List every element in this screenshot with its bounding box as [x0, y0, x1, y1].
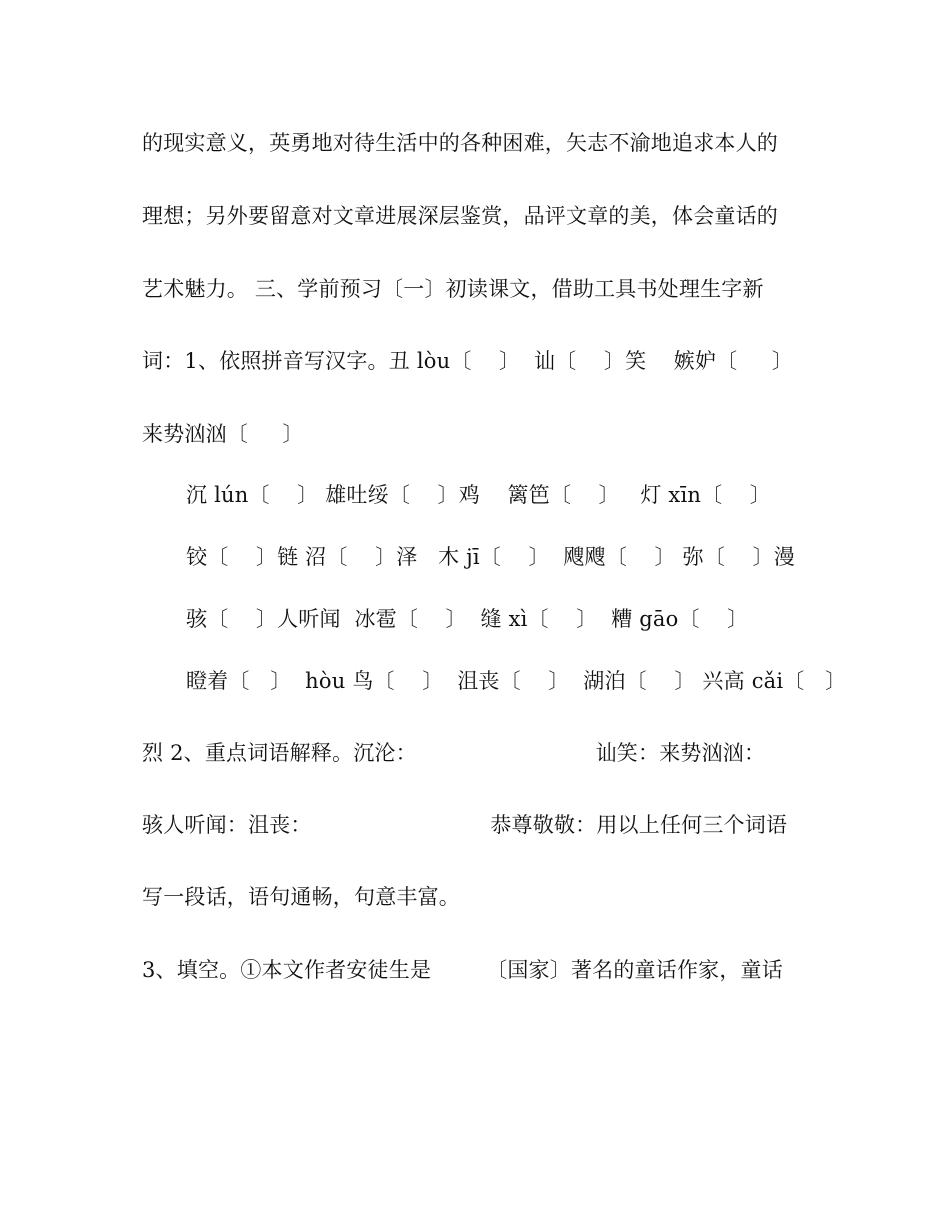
text-line-3: 艺术魅力。 三、学前预习〔一〕初读课文，借助工具书处理生字新	[142, 277, 764, 301]
text-line-12: 写一段话，语句通畅，句意丰富。	[142, 885, 460, 909]
text-line-1: 的现实意义，英勇地对待生活中的各种困难，矢志不渝地追求本人的	[142, 131, 778, 155]
text-line-13: 3、填空。①本文作者安徒生是 〔国家〕著名的童话作家，童话	[142, 958, 783, 982]
text-line-4: 词：1、依照拼音写汉字。丑 lòu〔 〕 讪〔 〕笑 嫉妒〔 〕	[142, 349, 793, 373]
text-line-6: 沉 lún〔 〕 雄吐绥〔 〕鸡 篱笆〔 〕 灯 xīn〔 〕	[186, 483, 772, 507]
text-line-10: 烈 2、重点词语解释。沉沦： 讪笑：来势汹汹：	[142, 741, 766, 765]
text-line-5: 来势汹汹〔 〕	[142, 422, 304, 446]
text-line-8: 骇〔 〕人听闻 冰雹〔 〕 缝 xì〔 〕 糟 gāo〔 〕	[186, 607, 749, 631]
text-line-2: 理想；另外要留意对文章进展深层鉴赏，品评文章的美，体会童话的	[142, 204, 778, 228]
text-line-11: 骇人听闻：沮丧： 恭尊敬敬：用以上任何三个词语	[142, 813, 788, 837]
text-line-7: 铰〔 〕链 沼〔 〕泽 木 jī〔 〕 飕飕〔 〕 弥〔 〕漫	[186, 545, 795, 569]
text-line-9: 瞪着〔 〕 hòu 鸟〔 〕 沮丧〔 〕 湖泊〔 〕 兴高 cǎi〔 〕	[186, 669, 847, 693]
